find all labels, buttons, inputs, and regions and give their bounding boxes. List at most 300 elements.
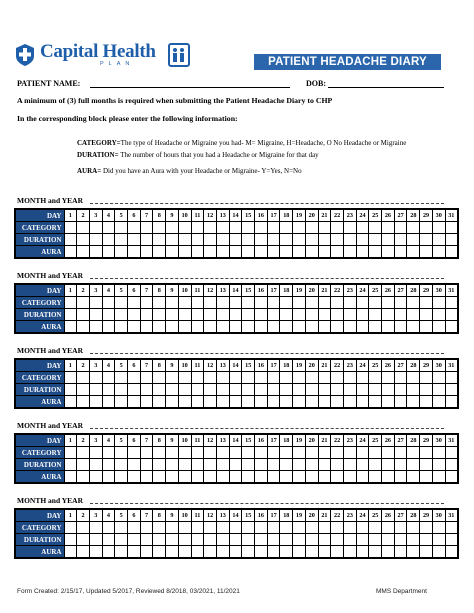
category-entry-cell[interactable] — [153, 372, 166, 384]
category-entry-cell[interactable] — [229, 372, 242, 384]
aura-entry-cell[interactable] — [166, 471, 179, 484]
aura-entry-cell[interactable] — [407, 396, 420, 409]
aura-entry-cell[interactable] — [305, 471, 318, 484]
category-entry-cell[interactable] — [255, 447, 268, 459]
duration-entry-cell[interactable] — [64, 309, 77, 321]
aura-entry-cell[interactable] — [77, 396, 90, 409]
duration-entry-cell[interactable] — [77, 309, 90, 321]
category-entry-cell[interactable] — [166, 297, 179, 309]
aura-entry-cell[interactable] — [267, 246, 280, 259]
duration-entry-cell[interactable] — [331, 309, 344, 321]
duration-entry-cell[interactable] — [153, 384, 166, 396]
duration-entry-cell[interactable] — [280, 534, 293, 546]
aura-entry-cell[interactable] — [153, 396, 166, 409]
aura-entry-cell[interactable] — [64, 321, 77, 334]
category-entry-cell[interactable] — [115, 447, 128, 459]
category-entry-cell[interactable] — [242, 522, 255, 534]
duration-entry-cell[interactable] — [77, 534, 90, 546]
category-entry-cell[interactable] — [432, 222, 445, 234]
duration-entry-cell[interactable] — [356, 534, 369, 546]
aura-entry-cell[interactable] — [331, 396, 344, 409]
duration-entry-cell[interactable] — [115, 234, 128, 246]
category-entry-cell[interactable] — [140, 522, 153, 534]
aura-entry-cell[interactable] — [445, 321, 458, 334]
aura-entry-cell[interactable] — [369, 396, 382, 409]
aura-entry-cell[interactable] — [115, 321, 128, 334]
aura-entry-cell[interactable] — [102, 396, 115, 409]
aura-entry-cell[interactable] — [64, 546, 77, 559]
category-entry-cell[interactable] — [432, 297, 445, 309]
aura-entry-cell[interactable] — [216, 396, 229, 409]
duration-entry-cell[interactable] — [153, 234, 166, 246]
category-entry-cell[interactable] — [216, 372, 229, 384]
duration-entry-cell[interactable] — [191, 384, 204, 396]
category-entry-cell[interactable] — [331, 447, 344, 459]
aura-entry-cell[interactable] — [407, 546, 420, 559]
category-entry-cell[interactable] — [382, 372, 395, 384]
duration-entry-cell[interactable] — [166, 384, 179, 396]
duration-entry-cell[interactable] — [255, 234, 268, 246]
duration-entry-cell[interactable] — [445, 309, 458, 321]
category-entry-cell[interactable] — [140, 372, 153, 384]
dob-field[interactable] — [328, 87, 444, 88]
duration-entry-cell[interactable] — [318, 309, 331, 321]
duration-entry-cell[interactable] — [216, 384, 229, 396]
category-entry-cell[interactable] — [216, 447, 229, 459]
category-entry-cell[interactable] — [356, 522, 369, 534]
category-entry-cell[interactable] — [343, 297, 356, 309]
category-entry-cell[interactable] — [178, 372, 191, 384]
duration-entry-cell[interactable] — [369, 309, 382, 321]
duration-entry-cell[interactable] — [420, 459, 433, 471]
duration-entry-cell[interactable] — [432, 309, 445, 321]
category-entry-cell[interactable] — [293, 522, 306, 534]
category-entry-cell[interactable] — [407, 447, 420, 459]
duration-entry-cell[interactable] — [102, 534, 115, 546]
duration-entry-cell[interactable] — [382, 309, 395, 321]
category-entry-cell[interactable] — [420, 372, 433, 384]
category-entry-cell[interactable] — [382, 297, 395, 309]
aura-entry-cell[interactable] — [369, 546, 382, 559]
category-entry-cell[interactable] — [267, 297, 280, 309]
category-entry-cell[interactable] — [166, 372, 179, 384]
category-entry-cell[interactable] — [128, 447, 141, 459]
category-entry-cell[interactable] — [356, 297, 369, 309]
aura-entry-cell[interactable] — [242, 471, 255, 484]
aura-entry-cell[interactable] — [77, 246, 90, 259]
category-entry-cell[interactable] — [216, 222, 229, 234]
aura-entry-cell[interactable] — [191, 546, 204, 559]
category-entry-cell[interactable] — [77, 447, 90, 459]
aura-entry-cell[interactable] — [115, 396, 128, 409]
aura-entry-cell[interactable] — [153, 321, 166, 334]
aura-entry-cell[interactable] — [369, 321, 382, 334]
aura-entry-cell[interactable] — [331, 321, 344, 334]
duration-entry-cell[interactable] — [407, 234, 420, 246]
category-entry-cell[interactable] — [369, 522, 382, 534]
aura-entry-cell[interactable] — [280, 321, 293, 334]
category-entry-cell[interactable] — [369, 297, 382, 309]
aura-entry-cell[interactable] — [89, 321, 102, 334]
aura-entry-cell[interactable] — [318, 471, 331, 484]
duration-entry-cell[interactable] — [178, 534, 191, 546]
category-entry-cell[interactable] — [382, 522, 395, 534]
duration-entry-cell[interactable] — [115, 309, 128, 321]
duration-entry-cell[interactable] — [255, 459, 268, 471]
category-entry-cell[interactable] — [356, 372, 369, 384]
category-entry-cell[interactable] — [305, 447, 318, 459]
aura-entry-cell[interactable] — [394, 546, 407, 559]
duration-entry-cell[interactable] — [280, 459, 293, 471]
duration-entry-cell[interactable] — [305, 459, 318, 471]
aura-entry-cell[interactable] — [229, 321, 242, 334]
duration-entry-cell[interactable] — [191, 459, 204, 471]
category-entry-cell[interactable] — [432, 522, 445, 534]
duration-entry-cell[interactable] — [166, 459, 179, 471]
duration-entry-cell[interactable] — [102, 384, 115, 396]
duration-entry-cell[interactable] — [166, 234, 179, 246]
category-entry-cell[interactable] — [280, 222, 293, 234]
duration-entry-cell[interactable] — [242, 384, 255, 396]
category-entry-cell[interactable] — [255, 297, 268, 309]
duration-entry-cell[interactable] — [140, 534, 153, 546]
aura-entry-cell[interactable] — [77, 546, 90, 559]
aura-entry-cell[interactable] — [420, 246, 433, 259]
aura-entry-cell[interactable] — [280, 546, 293, 559]
duration-entry-cell[interactable] — [305, 234, 318, 246]
category-entry-cell[interactable] — [229, 522, 242, 534]
category-entry-cell[interactable] — [216, 297, 229, 309]
patient-name-field[interactable] — [90, 87, 290, 88]
duration-entry-cell[interactable] — [432, 384, 445, 396]
category-entry-cell[interactable] — [394, 297, 407, 309]
duration-entry-cell[interactable] — [420, 384, 433, 396]
category-entry-cell[interactable] — [343, 522, 356, 534]
duration-entry-cell[interactable] — [216, 234, 229, 246]
category-entry-cell[interactable] — [89, 447, 102, 459]
aura-entry-cell[interactable] — [267, 546, 280, 559]
category-entry-cell[interactable] — [191, 297, 204, 309]
category-entry-cell[interactable] — [191, 372, 204, 384]
aura-entry-cell[interactable] — [331, 246, 344, 259]
category-entry-cell[interactable] — [420, 522, 433, 534]
aura-entry-cell[interactable] — [153, 546, 166, 559]
aura-entry-cell[interactable] — [216, 321, 229, 334]
category-entry-cell[interactable] — [293, 447, 306, 459]
aura-entry-cell[interactable] — [305, 546, 318, 559]
category-entry-cell[interactable] — [191, 222, 204, 234]
category-entry-cell[interactable] — [204, 297, 217, 309]
duration-entry-cell[interactable] — [267, 384, 280, 396]
duration-entry-cell[interactable] — [178, 309, 191, 321]
category-entry-cell[interactable] — [394, 372, 407, 384]
duration-entry-cell[interactable] — [382, 459, 395, 471]
duration-entry-cell[interactable] — [229, 309, 242, 321]
duration-entry-cell[interactable] — [407, 459, 420, 471]
category-entry-cell[interactable] — [128, 522, 141, 534]
category-entry-cell[interactable] — [280, 297, 293, 309]
duration-entry-cell[interactable] — [216, 309, 229, 321]
aura-entry-cell[interactable] — [407, 246, 420, 259]
duration-entry-cell[interactable] — [128, 459, 141, 471]
duration-entry-cell[interactable] — [305, 534, 318, 546]
category-entry-cell[interactable] — [445, 522, 458, 534]
aura-entry-cell[interactable] — [369, 246, 382, 259]
duration-entry-cell[interactable] — [394, 459, 407, 471]
duration-entry-cell[interactable] — [204, 234, 217, 246]
aura-entry-cell[interactable] — [420, 471, 433, 484]
aura-entry-cell[interactable] — [318, 246, 331, 259]
duration-entry-cell[interactable] — [204, 309, 217, 321]
duration-entry-cell[interactable] — [407, 384, 420, 396]
duration-entry-cell[interactable] — [420, 534, 433, 546]
category-entry-cell[interactable] — [420, 222, 433, 234]
month-year-field[interactable] — [90, 503, 444, 504]
duration-entry-cell[interactable] — [343, 384, 356, 396]
category-entry-cell[interactable] — [191, 447, 204, 459]
duration-entry-cell[interactable] — [394, 309, 407, 321]
aura-entry-cell[interactable] — [356, 546, 369, 559]
category-entry-cell[interactable] — [394, 447, 407, 459]
duration-entry-cell[interactable] — [178, 234, 191, 246]
duration-entry-cell[interactable] — [229, 234, 242, 246]
category-entry-cell[interactable] — [356, 447, 369, 459]
aura-entry-cell[interactable] — [382, 546, 395, 559]
aura-entry-cell[interactable] — [420, 546, 433, 559]
category-entry-cell[interactable] — [331, 372, 344, 384]
category-entry-cell[interactable] — [115, 522, 128, 534]
category-entry-cell[interactable] — [318, 372, 331, 384]
duration-entry-cell[interactable] — [356, 459, 369, 471]
category-entry-cell[interactable] — [432, 447, 445, 459]
aura-entry-cell[interactable] — [64, 471, 77, 484]
duration-entry-cell[interactable] — [420, 234, 433, 246]
aura-entry-cell[interactable] — [407, 471, 420, 484]
aura-entry-cell[interactable] — [267, 471, 280, 484]
category-entry-cell[interactable] — [255, 222, 268, 234]
aura-entry-cell[interactable] — [128, 321, 141, 334]
aura-entry-cell[interactable] — [191, 396, 204, 409]
duration-entry-cell[interactable] — [204, 459, 217, 471]
category-entry-cell[interactable] — [89, 372, 102, 384]
aura-entry-cell[interactable] — [331, 471, 344, 484]
duration-entry-cell[interactable] — [102, 459, 115, 471]
aura-entry-cell[interactable] — [420, 321, 433, 334]
aura-entry-cell[interactable] — [128, 396, 141, 409]
aura-entry-cell[interactable] — [216, 471, 229, 484]
duration-entry-cell[interactable] — [64, 459, 77, 471]
duration-entry-cell[interactable] — [89, 534, 102, 546]
duration-entry-cell[interactable] — [267, 459, 280, 471]
aura-entry-cell[interactable] — [166, 246, 179, 259]
duration-entry-cell[interactable] — [394, 384, 407, 396]
duration-entry-cell[interactable] — [369, 534, 382, 546]
aura-entry-cell[interactable] — [445, 546, 458, 559]
duration-entry-cell[interactable] — [318, 534, 331, 546]
category-entry-cell[interactable] — [64, 297, 77, 309]
category-entry-cell[interactable] — [407, 297, 420, 309]
category-entry-cell[interactable] — [394, 522, 407, 534]
aura-entry-cell[interactable] — [242, 321, 255, 334]
aura-entry-cell[interactable] — [445, 471, 458, 484]
duration-entry-cell[interactable] — [394, 234, 407, 246]
duration-entry-cell[interactable] — [305, 384, 318, 396]
aura-entry-cell[interactable] — [356, 471, 369, 484]
duration-entry-cell[interactable] — [115, 534, 128, 546]
aura-entry-cell[interactable] — [293, 546, 306, 559]
aura-entry-cell[interactable] — [64, 396, 77, 409]
category-entry-cell[interactable] — [153, 447, 166, 459]
duration-entry-cell[interactable] — [128, 384, 141, 396]
duration-entry-cell[interactable] — [140, 384, 153, 396]
duration-entry-cell[interactable] — [382, 234, 395, 246]
category-entry-cell[interactable] — [64, 522, 77, 534]
aura-entry-cell[interactable] — [356, 321, 369, 334]
aura-entry-cell[interactable] — [369, 471, 382, 484]
aura-entry-cell[interactable] — [293, 246, 306, 259]
duration-entry-cell[interactable] — [191, 534, 204, 546]
aura-entry-cell[interactable] — [267, 396, 280, 409]
duration-entry-cell[interactable] — [64, 234, 77, 246]
aura-entry-cell[interactable] — [216, 246, 229, 259]
aura-entry-cell[interactable] — [343, 246, 356, 259]
duration-entry-cell[interactable] — [204, 534, 217, 546]
duration-entry-cell[interactable] — [356, 234, 369, 246]
duration-entry-cell[interactable] — [89, 459, 102, 471]
category-entry-cell[interactable] — [77, 297, 90, 309]
aura-entry-cell[interactable] — [102, 546, 115, 559]
duration-entry-cell[interactable] — [369, 234, 382, 246]
aura-entry-cell[interactable] — [394, 471, 407, 484]
month-year-field[interactable] — [90, 353, 444, 354]
duration-entry-cell[interactable] — [369, 384, 382, 396]
duration-entry-cell[interactable] — [229, 459, 242, 471]
aura-entry-cell[interactable] — [293, 471, 306, 484]
aura-entry-cell[interactable] — [331, 546, 344, 559]
duration-entry-cell[interactable] — [242, 534, 255, 546]
duration-entry-cell[interactable] — [229, 534, 242, 546]
duration-entry-cell[interactable] — [166, 534, 179, 546]
duration-entry-cell[interactable] — [153, 309, 166, 321]
aura-entry-cell[interactable] — [140, 471, 153, 484]
aura-entry-cell[interactable] — [267, 321, 280, 334]
duration-entry-cell[interactable] — [267, 309, 280, 321]
category-entry-cell[interactable] — [166, 222, 179, 234]
duration-entry-cell[interactable] — [77, 459, 90, 471]
category-entry-cell[interactable] — [102, 447, 115, 459]
aura-entry-cell[interactable] — [204, 546, 217, 559]
duration-entry-cell[interactable] — [89, 384, 102, 396]
aura-entry-cell[interactable] — [140, 321, 153, 334]
duration-entry-cell[interactable] — [115, 459, 128, 471]
category-entry-cell[interactable] — [115, 372, 128, 384]
category-entry-cell[interactable] — [331, 297, 344, 309]
category-entry-cell[interactable] — [242, 447, 255, 459]
category-entry-cell[interactable] — [229, 447, 242, 459]
category-entry-cell[interactable] — [318, 222, 331, 234]
category-entry-cell[interactable] — [382, 222, 395, 234]
duration-entry-cell[interactable] — [102, 309, 115, 321]
duration-entry-cell[interactable] — [242, 234, 255, 246]
aura-entry-cell[interactable] — [229, 471, 242, 484]
duration-entry-cell[interactable] — [64, 534, 77, 546]
duration-entry-cell[interactable] — [318, 459, 331, 471]
aura-entry-cell[interactable] — [432, 396, 445, 409]
aura-entry-cell[interactable] — [394, 246, 407, 259]
category-entry-cell[interactable] — [216, 522, 229, 534]
duration-entry-cell[interactable] — [293, 459, 306, 471]
duration-entry-cell[interactable] — [267, 534, 280, 546]
aura-entry-cell[interactable] — [89, 396, 102, 409]
aura-entry-cell[interactable] — [382, 471, 395, 484]
aura-entry-cell[interactable] — [115, 546, 128, 559]
category-entry-cell[interactable] — [204, 222, 217, 234]
category-entry-cell[interactable] — [318, 522, 331, 534]
aura-entry-cell[interactable] — [204, 246, 217, 259]
aura-entry-cell[interactable] — [255, 321, 268, 334]
category-entry-cell[interactable] — [153, 297, 166, 309]
aura-entry-cell[interactable] — [343, 546, 356, 559]
aura-entry-cell[interactable] — [432, 546, 445, 559]
duration-entry-cell[interactable] — [216, 459, 229, 471]
category-entry-cell[interactable] — [369, 222, 382, 234]
aura-entry-cell[interactable] — [77, 321, 90, 334]
aura-entry-cell[interactable] — [89, 471, 102, 484]
aura-entry-cell[interactable] — [229, 546, 242, 559]
category-entry-cell[interactable] — [343, 222, 356, 234]
aura-entry-cell[interactable] — [318, 546, 331, 559]
aura-entry-cell[interactable] — [229, 396, 242, 409]
duration-entry-cell[interactable] — [445, 384, 458, 396]
category-entry-cell[interactable] — [420, 297, 433, 309]
aura-entry-cell[interactable] — [166, 321, 179, 334]
aura-entry-cell[interactable] — [128, 246, 141, 259]
category-entry-cell[interactable] — [166, 522, 179, 534]
duration-entry-cell[interactable] — [343, 459, 356, 471]
aura-entry-cell[interactable] — [102, 246, 115, 259]
aura-entry-cell[interactable] — [432, 246, 445, 259]
duration-entry-cell[interactable] — [153, 534, 166, 546]
category-entry-cell[interactable] — [204, 372, 217, 384]
aura-entry-cell[interactable] — [178, 321, 191, 334]
duration-entry-cell[interactable] — [166, 309, 179, 321]
aura-entry-cell[interactable] — [318, 396, 331, 409]
duration-entry-cell[interactable] — [432, 459, 445, 471]
duration-entry-cell[interactable] — [140, 459, 153, 471]
aura-entry-cell[interactable] — [280, 246, 293, 259]
aura-entry-cell[interactable] — [420, 396, 433, 409]
month-year-field[interactable] — [90, 203, 444, 204]
duration-entry-cell[interactable] — [280, 384, 293, 396]
aura-entry-cell[interactable] — [89, 546, 102, 559]
aura-entry-cell[interactable] — [255, 471, 268, 484]
category-entry-cell[interactable] — [445, 297, 458, 309]
aura-entry-cell[interactable] — [356, 246, 369, 259]
category-entry-cell[interactable] — [77, 222, 90, 234]
aura-entry-cell[interactable] — [255, 396, 268, 409]
category-entry-cell[interactable] — [305, 297, 318, 309]
aura-entry-cell[interactable] — [343, 471, 356, 484]
category-entry-cell[interactable] — [293, 297, 306, 309]
aura-entry-cell[interactable] — [166, 546, 179, 559]
aura-entry-cell[interactable] — [204, 321, 217, 334]
duration-entry-cell[interactable] — [280, 309, 293, 321]
duration-entry-cell[interactable] — [318, 384, 331, 396]
duration-entry-cell[interactable] — [293, 234, 306, 246]
category-entry-cell[interactable] — [204, 447, 217, 459]
aura-entry-cell[interactable] — [445, 246, 458, 259]
category-entry-cell[interactable] — [267, 447, 280, 459]
